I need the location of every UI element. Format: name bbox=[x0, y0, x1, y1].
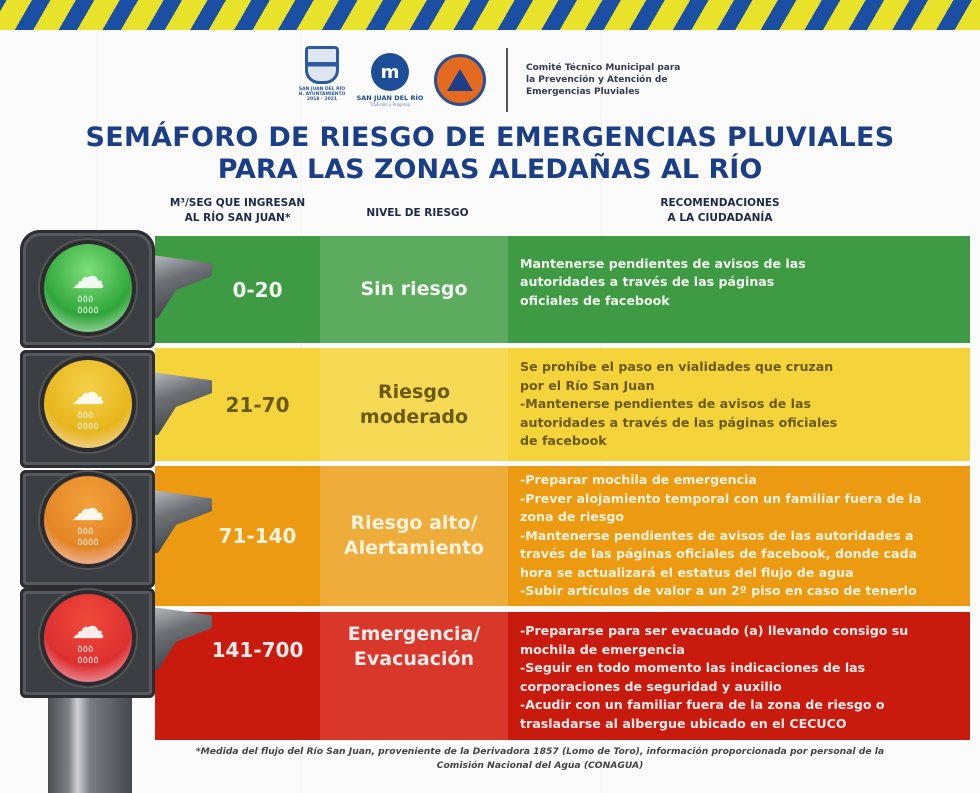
header-line: RECOMENDACIONES bbox=[660, 197, 780, 209]
divider bbox=[506, 48, 508, 112]
sjr-tagline: Tradición y Progreso bbox=[369, 102, 411, 107]
recommendation-line: hora se actualizará el estatus del flujo de agua bbox=[520, 564, 854, 580]
risk-level bbox=[320, 348, 508, 461]
raindrops-icon: ٥٥٥ ٥٥٥٥ bbox=[77, 410, 99, 432]
flow-range: 71-140 bbox=[155, 466, 320, 606]
recommendation-line: través de las páginas oficiales de facebook, donde cada bbox=[520, 546, 918, 562]
raindrops-icon: ٥٥٥ ٥٥٥٥ bbox=[77, 294, 99, 316]
committee-line: Emergencias Pluviales bbox=[526, 87, 640, 97]
page-title bbox=[0, 122, 980, 186]
triangle-icon bbox=[447, 69, 473, 91]
recommendation-line: oficiales de facebook bbox=[520, 292, 670, 308]
column-header-recommendations bbox=[590, 196, 850, 226]
green-lamp bbox=[44, 244, 132, 332]
committee-line: la Prevención y Atención de bbox=[526, 75, 668, 85]
risk-level bbox=[320, 466, 508, 606]
header-line: A LA CIUDADANÍA bbox=[667, 212, 773, 224]
recommendation-line: -Mantenerse pendientes de avisos de las autoridades a bbox=[520, 527, 914, 543]
risk-row-red bbox=[155, 612, 970, 740]
column-header-flow-range bbox=[150, 196, 325, 226]
recommendations bbox=[508, 466, 970, 606]
risk-row-green bbox=[155, 236, 970, 343]
column-header-risk-level: NIVEL DE RIESGO bbox=[366, 207, 469, 219]
risk-level-line: Alertamiento bbox=[343, 537, 485, 559]
sjr-mark-icon: m bbox=[371, 53, 409, 91]
risk-level-line: Riesgo bbox=[378, 380, 450, 403]
title-line-2: PARA LAS ZONAS ALEDAÑAS AL RÍO bbox=[217, 154, 763, 185]
recommendation-line: -Acudir con un familiar fuera de la zona de riesgo o bbox=[520, 697, 885, 712]
traffic-light-pole bbox=[48, 690, 132, 793]
logo-bar bbox=[298, 45, 680, 115]
committee-line: Comité Técnico Municipal para bbox=[526, 63, 681, 73]
recommendation-line: zona de riesgo bbox=[520, 509, 625, 525]
rain-cloud-icon: ☁ bbox=[71, 373, 105, 413]
shield-caption: SAN JUAN DEL RÍO H. AYUNTAMIENTO 2018 - 2021 bbox=[298, 87, 346, 102]
proteccion-civil-logo bbox=[434, 54, 486, 106]
recommendation-line: -Prever alojamiento temporal con un familiar fuera de la bbox=[520, 490, 922, 506]
title-line-1: SEMÁFORO DE RIESGO DE EMERGENCIAS PLUVIALES bbox=[85, 122, 895, 153]
recommendation-line: autoridades a través de las páginas bbox=[520, 274, 775, 290]
header-line: M³/SEG QUE INGRESAN bbox=[169, 197, 306, 209]
hazard-stripe-band bbox=[0, 0, 980, 30]
recommendation-line: Se prohíbe el paso en vialidades que cruzan bbox=[520, 359, 834, 375]
recommendations bbox=[508, 348, 970, 461]
risk-level bbox=[320, 612, 508, 740]
footnote bbox=[160, 745, 920, 773]
risk-level bbox=[320, 236, 508, 343]
recommendation-line: corporaciones de seguridad y auxilio bbox=[520, 678, 782, 694]
flow-range: 141-700 bbox=[155, 612, 320, 740]
red-lamp bbox=[44, 594, 132, 682]
raindrops-icon: ٥٥٥ ٥٥٥٥ bbox=[77, 526, 99, 548]
shield-icon bbox=[305, 46, 339, 84]
rain-cloud-icon: ☁ bbox=[71, 489, 105, 529]
recommendation-line: -Mantenerse pendientes de avisos de las bbox=[520, 396, 811, 412]
sjr-name: SAN JUAN DEL RÍO bbox=[356, 94, 424, 102]
rain-cloud-icon: ☁ bbox=[71, 607, 105, 647]
san-juan-del-rio-logo bbox=[356, 53, 424, 107]
recommendation-line: -Subir artículos de valor a un 2º piso en caso de tenerlo bbox=[520, 583, 917, 599]
flow-range: 0-20 bbox=[155, 236, 320, 343]
yellow-lamp bbox=[44, 360, 132, 448]
recommendations bbox=[508, 612, 970, 740]
footnote-line: Comisión Nacional del Agua (CONAGUA) bbox=[436, 760, 644, 771]
recommendation-line: autoridades a través de las páginas oficiales bbox=[520, 414, 838, 430]
risk-row-yellow bbox=[155, 348, 970, 461]
recommendation-line: -Preparar mochila de emergencia bbox=[520, 472, 757, 488]
risk-level-line: Emergencia/ bbox=[347, 623, 481, 645]
header-line: AL RÍO SAN JUAN* bbox=[184, 212, 291, 224]
footnote-line: *Medida del flujo del Río San Juan, proveniente de la Derivadora 1857 (Lomo de Toro), información proporcionada por personal de la bbox=[195, 746, 885, 757]
recommendations bbox=[508, 236, 970, 343]
recommendation-line: por el Río San Juan bbox=[520, 377, 655, 393]
risk-level-line: Evacuación bbox=[353, 648, 475, 670]
rain-cloud-icon: ☁ bbox=[71, 257, 105, 297]
recommendation-line: mochila de emergencia bbox=[520, 641, 685, 657]
risk-row-orange bbox=[155, 466, 970, 606]
raindrops-icon: ٥٥٥ ٥٥٥٥ bbox=[77, 644, 99, 666]
municipality-shield-logo bbox=[298, 46, 346, 114]
recommendation-line: Mantenerse pendientes de avisos de las bbox=[520, 255, 806, 271]
orange-lamp bbox=[44, 476, 132, 564]
flow-range: 21-70 bbox=[155, 348, 320, 461]
risk-level-line: Riesgo alto/ bbox=[350, 512, 478, 534]
recommendation-line: -Prepararse para ser evacuado (a) llevando consigo su bbox=[520, 623, 909, 638]
risk-level-line: Sin riesgo bbox=[360, 278, 468, 300]
risk-level-line: moderado bbox=[359, 405, 469, 428]
recommendation-line: trasladarse al albergue ubicado en el CECUCO bbox=[520, 715, 847, 731]
committee-name bbox=[526, 62, 680, 98]
recommendation-line: de facebook bbox=[520, 433, 607, 449]
recommendation-line: -Seguir en todo momento las indicaciones de las bbox=[520, 660, 866, 675]
